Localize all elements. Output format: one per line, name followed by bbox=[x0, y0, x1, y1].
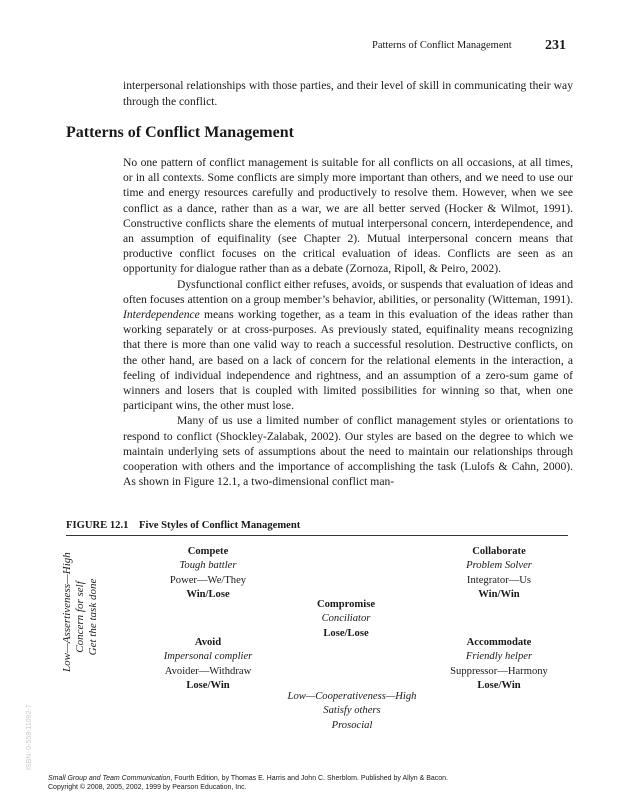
style-outcome: Lose/Win bbox=[186, 679, 230, 691]
style-outcome: Lose/Win bbox=[477, 679, 521, 691]
paragraph-2-before: Dysfunctional conflict either refuses, avoids, or suspends that evaluation of ideas and often focuses attention on a group member’s behavior, abilities, or personality (Witteman, 1991). bbox=[123, 277, 573, 306]
copyright-footer bbox=[48, 774, 448, 792]
x-axis-line-2: Satisfy others bbox=[323, 705, 381, 717]
footer-line-1 bbox=[48, 774, 448, 783]
paragraph-3: Many of us use a limited number of conflict management styles or orientations to respond to conflict (Shockley-Zalabak, 2002). Our styles are based on the degree to which we maintain underlying sets of assumptions about the need to maintain our relationships through cooperation with others and the importance of accomplishing the task (Lulofs & Cahn, 2000). As shown in Figure 12.1, a two-dimensional conflict man- bbox=[123, 414, 573, 489]
emphasis-interdependence: Interdependence bbox=[123, 308, 200, 322]
continuation-paragraph: interpersonal relationships with those parties, and their level of skill in communicating their way through the conflict. bbox=[123, 79, 573, 108]
footer-line-2: Copyright © 2008, 2005, 2002, 1999 by Pearson Education, Inc. bbox=[48, 784, 247, 791]
x-axis-line-3: Prosocial bbox=[331, 719, 373, 731]
running-title: Patterns of Conflict Management bbox=[372, 40, 512, 51]
x-axis-line-1: Low—Cooperativeness—High bbox=[287, 691, 417, 702]
footer-publication-info: , Fourth Edition, by Thomas E. Harris and John C. Sherblom. Published by Allyn & Bacon. bbox=[170, 775, 448, 782]
style-outcome: Lose/Lose bbox=[323, 627, 369, 639]
figure-rule bbox=[66, 535, 568, 536]
style-compete bbox=[123, 545, 293, 602]
style-outcome: Win/Lose bbox=[186, 588, 230, 600]
style-role: Impersonal complier bbox=[163, 651, 253, 663]
y-axis-line-2: Concern for self bbox=[74, 581, 87, 653]
style-name: Compromise bbox=[316, 599, 376, 610]
isbn-watermark: ISBN: 0-558-11092-7 bbox=[26, 704, 33, 770]
style-accommodate bbox=[414, 636, 584, 693]
y-axis-line-3: Get the task done bbox=[87, 578, 100, 656]
style-outcome: Win/Win bbox=[478, 588, 520, 600]
y-axis-line-1: Low—Assertiveness—High bbox=[61, 552, 73, 672]
style-name: Collaborate bbox=[472, 546, 526, 557]
page-number: 231 bbox=[545, 38, 566, 53]
style-role: Problem Solver bbox=[466, 560, 532, 572]
body-text bbox=[123, 155, 573, 489]
figure-caption bbox=[66, 520, 300, 531]
figure-number: FIGURE 12.1 bbox=[66, 520, 129, 531]
style-mode: Power—We/They bbox=[169, 574, 247, 586]
style-mode: Suppressor—Harmony bbox=[450, 665, 548, 677]
style-avoid bbox=[123, 636, 293, 693]
figure-title: Five Styles of Conflict Management bbox=[139, 520, 301, 531]
style-mode: Integrator—Us bbox=[466, 574, 532, 586]
style-name: Compete bbox=[187, 546, 229, 557]
style-name: Accommodate bbox=[466, 637, 532, 648]
style-role: Tough battler bbox=[179, 560, 237, 572]
paragraph-2-after: means working together, as a team in this evaluation of the ideas rather than working separately or at cross-purposes. As previously stated, equifinality means recognizing that there is more than one valid way to reach a successful resolution. Destructive conflicts, on the other hand, are based on a lack of concern for the relational elements in the interaction, a feeling of individual independence and rightness, and an assumption of a zero-sum game of winners and losers that is coupled with limited possibilities for winning so that, when one participant wins, the other must lose. bbox=[123, 308, 573, 413]
style-mode: Avoider—Withdraw bbox=[164, 665, 252, 677]
style-name: Avoid bbox=[194, 637, 222, 648]
section-heading: Patterns of Conflict Management bbox=[66, 124, 294, 141]
paragraph-2 bbox=[123, 277, 573, 414]
footer-book-title: Small Group and Team Communication bbox=[48, 775, 171, 782]
paragraph-1: No one pattern of conflict management is suitable for all conflicts on all occasions, at all times, or in all contexts. Some conflicts are simply more important than others, and we need to use our time and energy resources carefully and productively to resolve them. However, when we see conflict as a dance, rather than as a war, we are all better served (Hocker & Wilmot, 1991). Constructive conflicts share the elements of mutual interpersonal concern, interdependence, and an assumption of equifinality (see Chapter 2). Mutual interpersonal concern means that productive conflict focuses on the critical evaluation of ideas. Conflicts are seen as an opportunity for dialogue rather than as a debate (Zornoza, Ripoll, & Peiro, 2002). bbox=[123, 156, 573, 276]
x-axis-label bbox=[252, 690, 452, 733]
y-axis-label bbox=[61, 552, 101, 672]
style-compromise bbox=[261, 598, 431, 641]
style-role: Conciliator bbox=[321, 613, 371, 625]
style-role: Friendly helper bbox=[465, 651, 533, 663]
style-collaborate bbox=[414, 545, 584, 602]
